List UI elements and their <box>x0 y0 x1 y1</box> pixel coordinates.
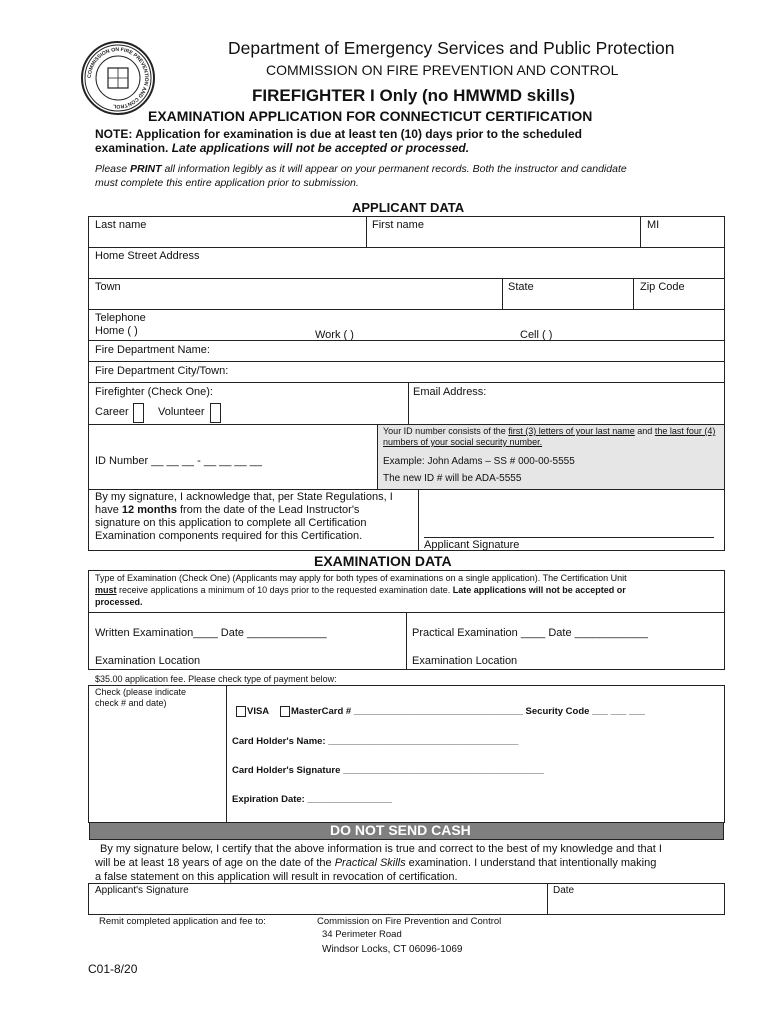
instr-rest: all information legibly as it will appear on your permanent records. Both the instructor and candidate <box>161 163 627 175</box>
town-label: Town <box>95 281 121 293</box>
last-name-label: Last name <box>95 219 147 231</box>
home-phone-label: Home ( ) <box>95 325 138 337</box>
applicant-signature-line[interactable] <box>424 537 714 538</box>
department-title: Department of Emergency Services and Public Protection <box>228 38 675 58</box>
note-line-2-prefix: examination. <box>95 141 172 155</box>
exam-late-warning: Late applications will not be accepted or <box>452 585 626 595</box>
instr-print: PRINT <box>130 163 162 175</box>
career-label: Career <box>95 406 129 418</box>
volunteer-checkbox[interactable] <box>210 403 221 423</box>
ack-rest: from the date of the Lead Instructor's <box>176 504 360 516</box>
ack-line-4: Examination components required for this Certification. <box>95 530 363 542</box>
note-line-1: NOTE: Application for examination is due at least ten (10) days prior to the scheduled <box>95 127 582 141</box>
visa-checkbox[interactable] <box>236 706 246 717</box>
id-new-example: The new ID # will be ADA-5555 <box>383 473 522 484</box>
written-exam-field[interactable]: Written Examination____ Date _____________ <box>95 627 327 639</box>
certify-2c: examination. I understand that intentionally making <box>405 857 657 869</box>
instructions-line-1 <box>95 163 627 175</box>
id-note-a: Your ID number consists of the <box>383 426 509 436</box>
mastercard-field[interactable]: MasterCard # ________________________________ Security Code ___ ___ ___ <box>291 706 645 717</box>
fd-city-label: Fire Department City/Town: <box>95 365 229 377</box>
note-line-2 <box>95 141 469 155</box>
visa-label: VISA <box>247 706 270 717</box>
remit-address-2: 34 Perimeter Road <box>322 929 402 940</box>
id-note-b: first (3) letters of your last name <box>508 426 635 436</box>
form-code: C01-8/20 <box>88 962 138 976</box>
certify-line-2 <box>95 857 656 869</box>
remit-label: Remit completed application and fee to: <box>99 916 266 927</box>
id-note-d: the last four (4) <box>654 426 716 436</box>
note-late-warning: Late applications will not be accepted or processed. <box>171 141 470 155</box>
mi-label: MI <box>647 219 660 231</box>
id-note-line-2: numbers of your social security number. <box>383 437 543 447</box>
remit-address-1: Commission on Fire Prevention and Control <box>317 916 502 927</box>
exam-type-line-3: processed. <box>95 597 143 607</box>
commission-seal <box>80 40 156 116</box>
home-street-label: Home Street Address <box>95 250 200 262</box>
check-label-2: check # and date) <box>95 698 167 708</box>
do-not-send-cash-text: DO NOT SEND CASH <box>330 822 471 838</box>
certify-practical-skills: Practical Skills <box>334 857 406 869</box>
volunteer-label: Volunteer <box>158 406 205 418</box>
seal-ring-text: COMMISSION ON FIRE PREVENTION AND CONTROL <box>86 46 150 110</box>
id-example: Example: John Adams – SS # 000-00-5555 <box>383 456 575 467</box>
exam-min-days: receive applications a minimum of 10 days prior to the requested examination date. <box>116 585 453 595</box>
cell-phone-label: Cell ( ) <box>520 329 553 341</box>
final-applicant-signature-label[interactable]: Applicant's Signature <box>95 885 189 896</box>
ack-line-1: By my signature, I acknowledge that, per State Regulations, I <box>95 491 393 503</box>
ack-line-2 <box>95 504 359 516</box>
work-phone-label: Work ( ) <box>315 329 354 341</box>
fd-name-label: Fire Department Name: <box>95 344 210 356</box>
id-note-line-1 <box>383 426 715 436</box>
exam-type-line-1: Type of Examination (Check One) (Applicants may apply for both types of examinations on a single application). The Certification Unit <box>95 573 627 583</box>
ack-have: have <box>95 504 122 516</box>
remit-address-3: Windsor Locks, CT 06096-1069 <box>322 944 463 955</box>
id-note-c: and <box>634 426 655 436</box>
instructions-line-2: must complete this entire application prior to submission. <box>95 177 359 189</box>
final-date-label[interactable]: Date <box>553 885 575 896</box>
applicant-signature-label: Applicant Signature <box>424 539 520 551</box>
page-subtitle: EXAMINATION APPLICATION FOR CONNECTICUT CERTIFICATION <box>148 108 593 124</box>
certify-2a: will be at least 18 years of age on the date of the <box>95 857 335 869</box>
card-holder-name-field[interactable]: Card Holder's Name: ____________________________________ <box>232 736 519 747</box>
instr-prefix: Please <box>95 163 131 175</box>
first-name-label: First name <box>372 219 424 231</box>
practical-exam-field[interactable]: Practical Examination ____ Date ____________ <box>412 627 649 639</box>
firefighter-type-label: Firefighter (Check One): <box>95 386 213 398</box>
career-checkbox[interactable] <box>133 403 144 423</box>
certify-line-3: a false statement on this application will result in revocation of certification. <box>95 871 458 883</box>
state-label: State <box>508 281 534 293</box>
email-label: Email Address: <box>413 386 487 398</box>
exam-section-title: EXAMINATION DATA <box>314 553 452 569</box>
fee-label: $35.00 application fee. Please check type of payment below: <box>95 674 337 684</box>
certify-line-1: By my signature below, I certify that the above information is true and correct to the best of my knowledge and that I <box>100 843 662 855</box>
ack-line-3: signature on this application to complete all Certification <box>95 517 367 529</box>
check-label-1: Check (please indicate <box>95 687 187 697</box>
card-holder-signature-field[interactable]: Card Holder's Signature ______________________________________ <box>232 765 544 776</box>
page-title: FIREFIGHTER I Only (no HMWMD skills) <box>252 86 575 105</box>
ack-12-months: 12 months <box>121 504 177 516</box>
applicant-section-title: APPLICANT DATA <box>352 200 465 215</box>
exam-type-line-2 <box>95 585 626 595</box>
commission-title: COMMISSION ON FIRE PREVENTION AND CONTROL <box>266 62 619 78</box>
exam-location-right[interactable]: Examination Location <box>412 655 518 667</box>
exam-location-left[interactable]: Examination Location <box>95 655 201 667</box>
expiration-date-field[interactable]: Expiration Date: ________________ <box>232 794 393 805</box>
zip-label: Zip Code <box>640 281 685 293</box>
exam-must: must <box>95 585 117 595</box>
telephone-label: Telephone <box>95 312 146 324</box>
id-number-label: ID Number __ __ __ - __ __ __ __ <box>95 455 262 467</box>
mastercard-checkbox[interactable] <box>280 706 290 717</box>
